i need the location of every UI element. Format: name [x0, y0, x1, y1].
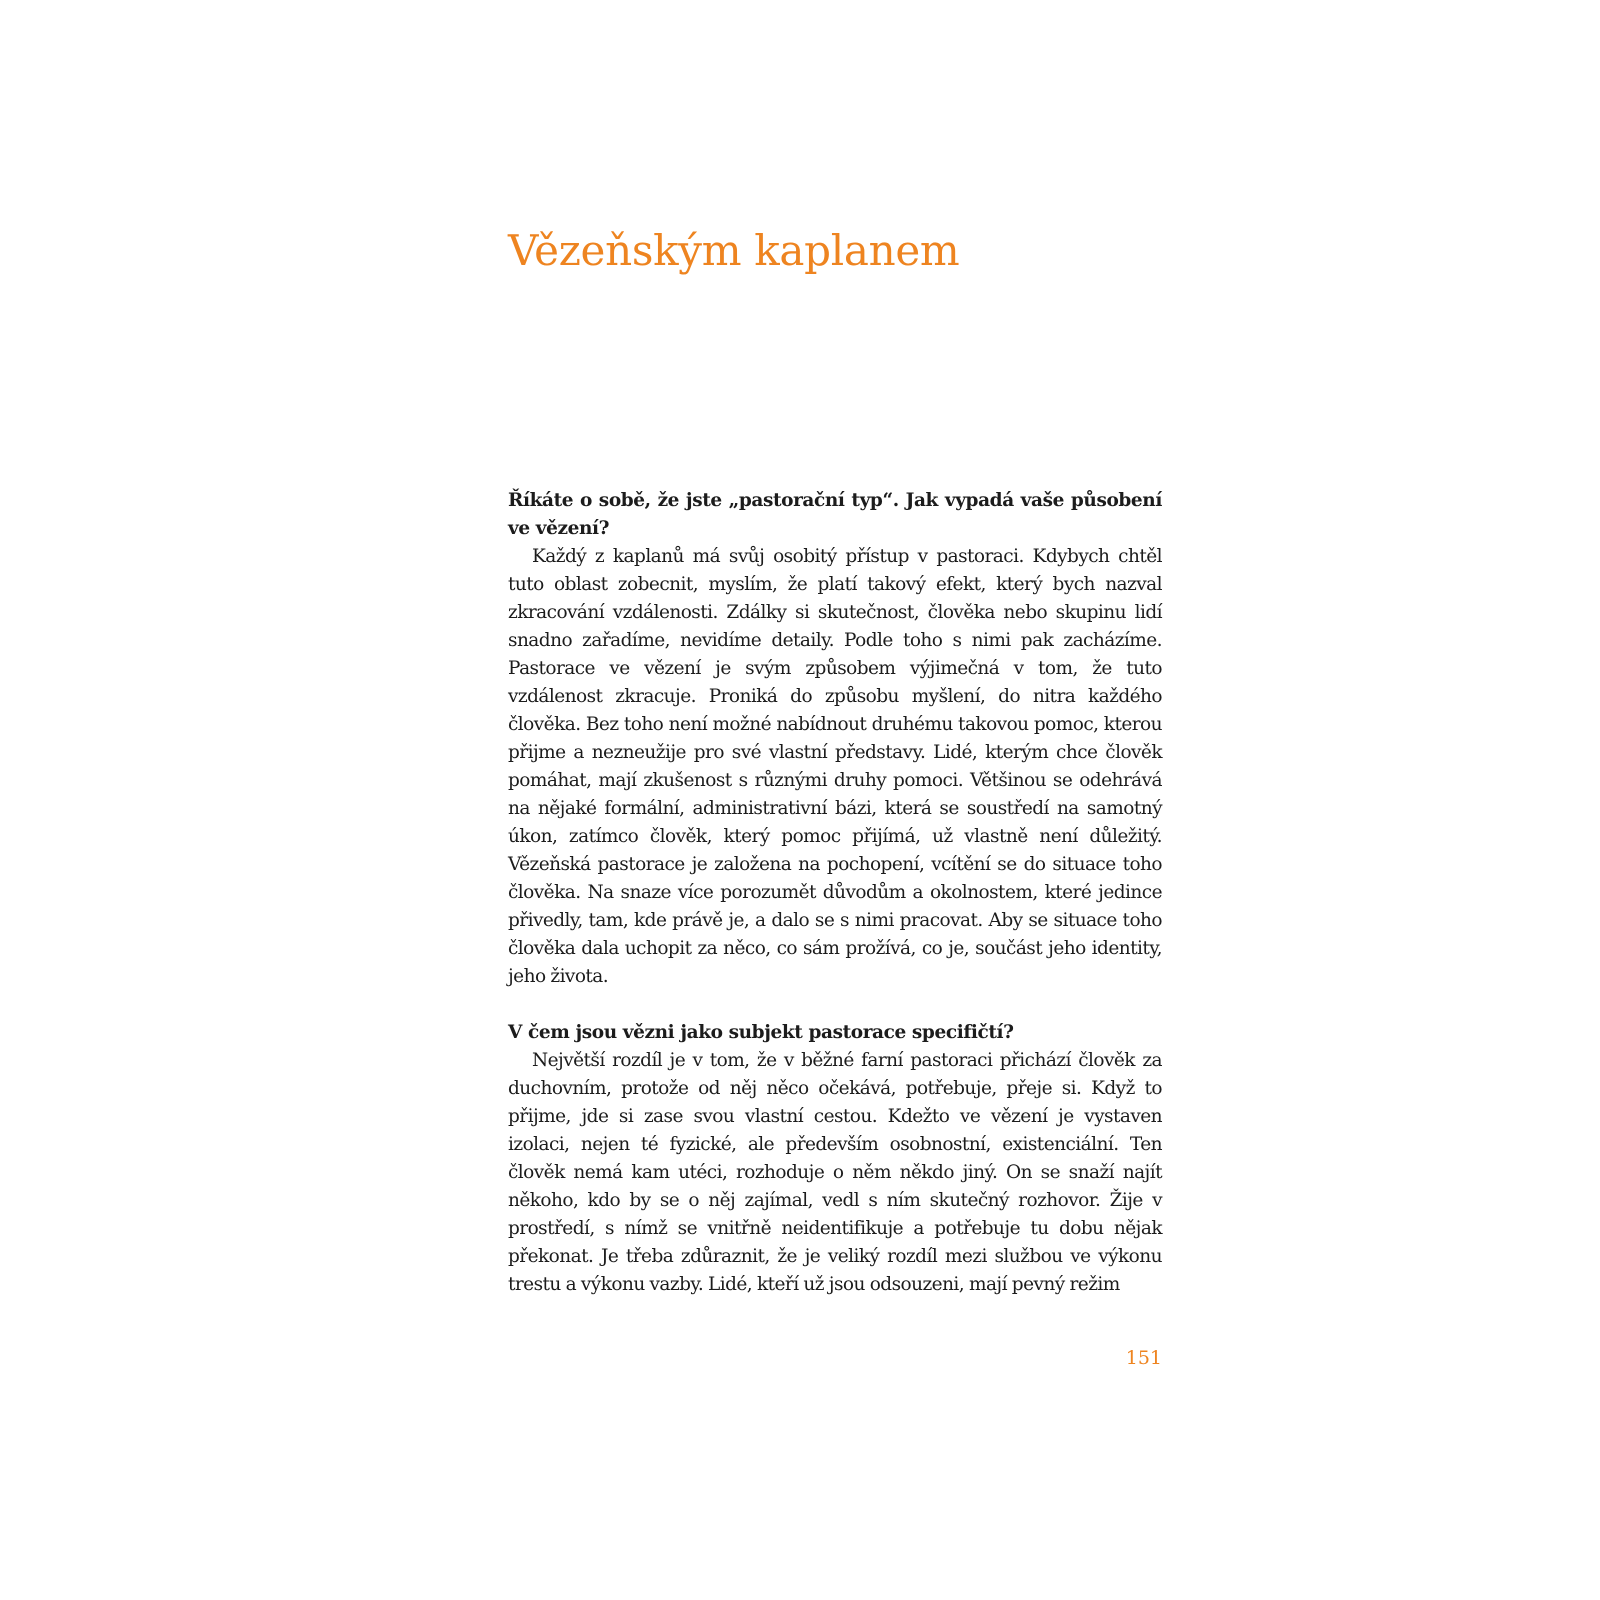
answer-paragraph-1: Každý z kaplanů má svůj osobitý přístup v pastoraci. Kdybych chtěl tuto oblast zobecnit, myslím, že platí takový efekt, který bych nazval zkracování vzdálenosti. Zdálky si skutečnost, člověka nebo skupinu lidí snadno zařadíme, nevidíme detaily. Podle toho s nimi pak zacházíme. Pastorace ve vězení je svým způsobem výjimečná v tom, že tuto vzdálenost zkracuje. Proniká do způsobu myšlení, do nitra každého člověka. Bez toho není možné nabídnout druhému takovou pomoc, kterou přijme a nezneužije pro své vlastní představy. Lidé, kterým chce člověk pomáhat, mají zkušenost s různými druhy pomoci. Většinou se odehrává na nějaké formální, administrativní bázi, která se soustředí na samotný úkon, zatímco člověk, který pomoc přijímá, už vlastně není důležitý. Vězeňská pastorace je založena na pochopení, vcítění se do situace toho člověka. Na snaze více porozumět důvodům a okolnostem, které jedince přivedly, tam, kde právě je, a dalo se s nimi pracovat. Aby se situace toho člověka dala uchopit za něco, co sám prožívá, co je, součást jeho identity, jeho života.: [508, 546, 1162, 987]
answer-paragraph-2: Největší rozdíl je v tom, že v běžné farní pastoraci přichází člověk za duchovním, protože od něj něco očekává, potřebuje, přeje si. Když to přijme, jde si zase svou vlastní cestou. Kdežto ve vězení je vystaven izolaci, nejen té fyzické, ale především osobnostní, existenciální. Ten člověk nemá kam utéci, rozhoduje o něm někdo jiný. On se snaží najít někoho, kdo by se o něj zajímal, vedl s ním skutečný rozhovor. Žije v prostředí, s nímž se vnitřně neidentifikuje a potřebuje tu dobu nějak překonat. Je třeba zdůraznit, že je veliký rozdíl mezi službou ve výkonu trestu a výkonu vazby. Lidé, kteří už jsou odsouzeni, mají pevný režim: [508, 1050, 1162, 1295]
question-heading-2: V čem jsou vězni jako subjekt pastorace specifičtí?: [508, 1022, 1014, 1043]
chapter-title: Vězeňským kaplanem: [508, 226, 960, 275]
section-spacer: [508, 991, 1162, 1019]
page-number: 151: [1125, 1347, 1162, 1369]
body-text: [508, 487, 1162, 1299]
question-heading-1: Říkáte o sobě, že jste „pastorační typ“. Jak vypadá vaše působení ve vězení?: [508, 490, 1162, 539]
